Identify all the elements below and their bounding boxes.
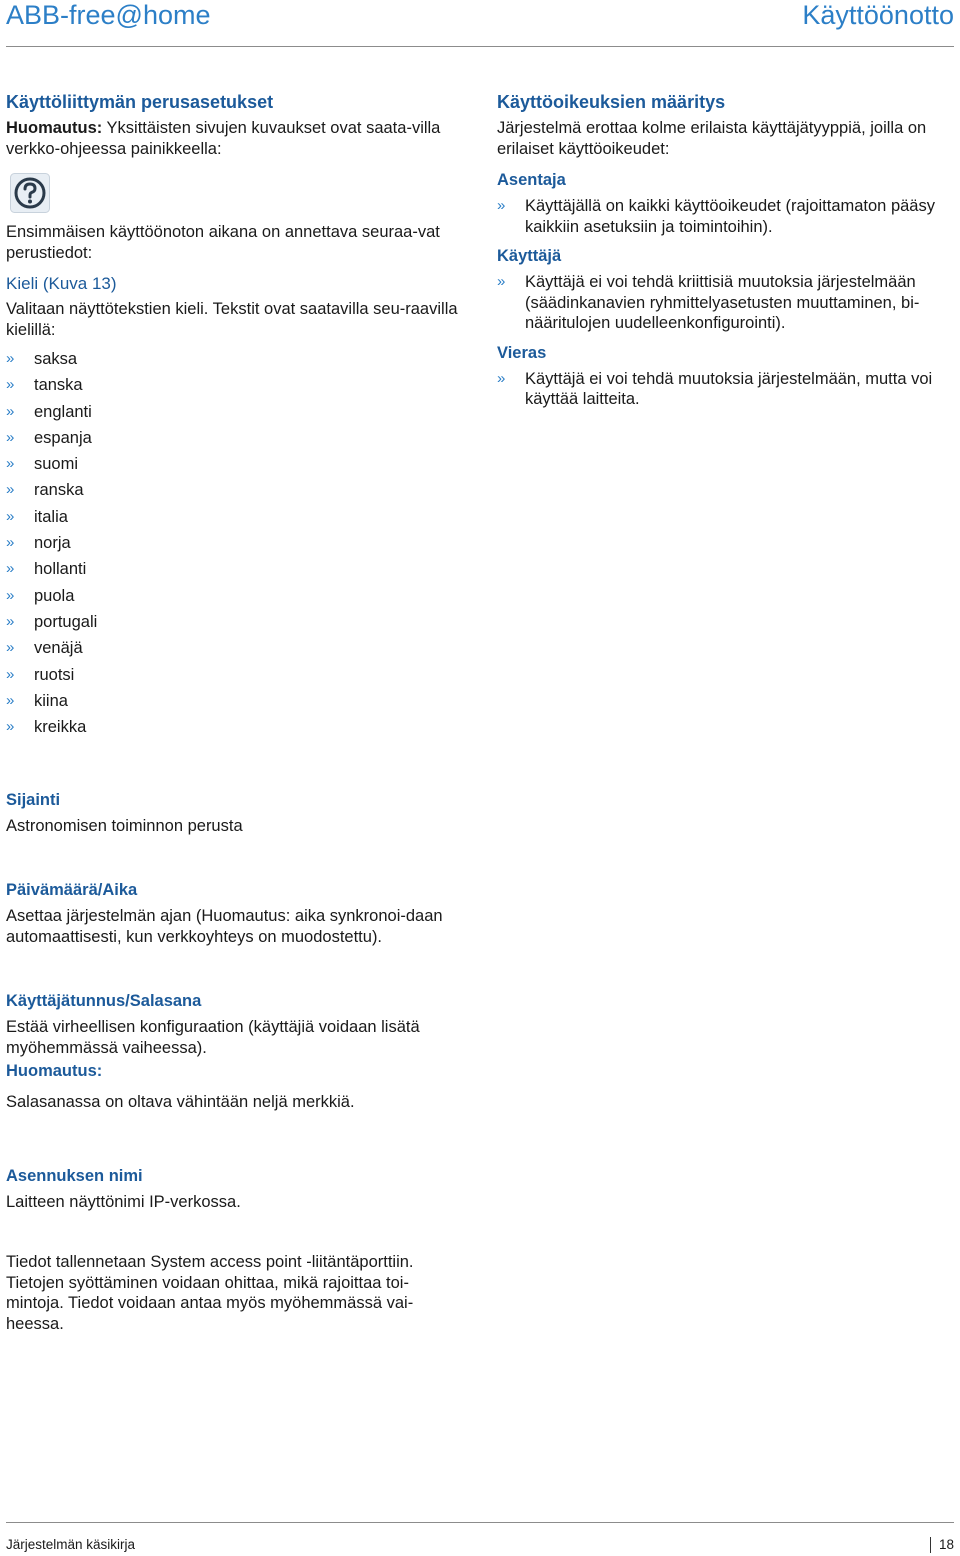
language-label: kiina	[34, 691, 68, 710]
language-title: Kieli (Kuva 13)	[6, 274, 117, 293]
language-item	[6, 372, 476, 398]
bullet-chevron-icon: »	[6, 639, 15, 657]
note-text: Yksittäisten sivujen kuvaukset ovat saata-villa verkko-ohjeessa painikkeella:	[6, 119, 441, 158]
language-item	[6, 556, 476, 582]
credentials-title: Käyttäjätunnus/Salasana	[6, 992, 202, 1010]
bullet-chevron-icon: »	[6, 350, 15, 367]
section-title-permissions: Käyttöoikeuksien määritys	[497, 92, 726, 112]
language-item	[6, 504, 476, 530]
credentials-note-text: Salasanassa on oltava vähintään neljä merkkiä.	[6, 1093, 355, 1111]
footer-divider	[6, 1522, 954, 1523]
location-text: Astronomisen toiminnon perusta	[6, 817, 243, 835]
role-title: Asentaja	[497, 171, 566, 189]
role-description	[497, 196, 954, 237]
intro-text: Ensimmäisen käyttöönoton aikana on annettava seuraa-vat perustiedot:	[6, 223, 440, 262]
role-description	[497, 272, 954, 334]
role-description	[497, 369, 954, 410]
brand-title: ABB-free@home	[6, 0, 211, 30]
bullet-chevron-icon: »	[6, 481, 15, 499]
language-label: italia	[34, 507, 68, 526]
permissions-intro: Järjestelmä erottaa kolme erilaista käyttäjätyyppiä, joilla on erilaiset käyttöoikeudet:	[497, 119, 927, 158]
chapter-title: Käyttöönotto	[802, 0, 954, 30]
language-label: saksa	[34, 350, 78, 368]
page-header	[6, 0, 954, 47]
language-item	[6, 714, 476, 740]
datetime-block	[6, 879, 476, 947]
language-label: puola	[34, 586, 75, 605]
bullet-chevron-icon: »	[6, 455, 15, 473]
role-description-text: Käyttäjä ei voi tehdä kriittisiä muutoksia järjestelmään (säädinkanavien ryhmittelyasetusten muuttaminen, bi-nääritulojen uudelleenkonfigurointi).	[525, 273, 920, 332]
storage-block	[6, 1252, 451, 1334]
language-label: tanska	[34, 376, 83, 395]
role-list	[497, 169, 954, 410]
help-note	[6, 118, 476, 159]
section-title-basic-settings: Käyttöliittymän perusasetukset	[6, 92, 274, 112]
bullet-chevron-icon: »	[6, 507, 15, 525]
right-column	[497, 90, 954, 410]
install-name-title: Asennuksen nimi	[6, 1167, 143, 1185]
language-label: hollanti	[34, 560, 87, 579]
language-item	[6, 530, 476, 556]
language-label: englanti	[34, 402, 92, 421]
language-label: norja	[34, 534, 71, 553]
language-item	[6, 583, 476, 609]
language-item	[6, 451, 476, 477]
bullet-chevron-icon: »	[497, 369, 506, 387]
language-item	[6, 662, 476, 688]
datetime-text: Asettaa järjestelmän ajan (Huomautus: aika synkronoi-daan automaattisesti, kun verkkoyhteys on muodostettu).	[6, 907, 443, 946]
bullet-chevron-icon: »	[6, 718, 15, 736]
language-item	[6, 477, 476, 503]
credentials-text: Estää virheellisen konfiguraation (käyttäjiä voidaan lisätä myöhemmässä vaiheessa).	[6, 1018, 420, 1057]
bullet-chevron-icon: »	[6, 612, 15, 630]
install-name-text: Laitteen näyttönimi IP-verkossa.	[6, 1193, 241, 1211]
language-item	[6, 688, 476, 714]
language-label: kreikka	[34, 718, 87, 737]
note-label: Huomautus:	[6, 119, 103, 137]
language-item	[6, 399, 476, 425]
bullet-chevron-icon: »	[497, 197, 506, 214]
language-item	[6, 609, 476, 635]
bullet-chevron-icon: »	[6, 428, 15, 446]
language-label: espanja	[34, 428, 92, 447]
language-list	[6, 346, 476, 740]
bullet-chevron-icon: »	[6, 665, 15, 683]
bullet-chevron-icon: »	[6, 376, 15, 394]
role-description-text: Käyttäjä ei voi tehdä muutoksia järjestelmään, mutta voi käyttää laitteita.	[525, 369, 933, 408]
bullet-chevron-icon: »	[497, 273, 506, 290]
language-label: portugali	[34, 612, 98, 631]
datetime-title: Päivämäärä/Aika	[6, 881, 138, 899]
role-title: Käyttäjä	[497, 247, 562, 265]
bullet-chevron-icon: »	[6, 402, 15, 420]
credentials-block	[6, 990, 476, 1113]
role-title: Vieras	[497, 343, 547, 362]
language-item	[6, 346, 476, 372]
language-text: Valitaan näyttötekstien kieli. Tekstit ovat saatavilla seu-raavilla kielillä:	[6, 300, 458, 339]
language-item	[6, 635, 476, 661]
role-description-text: Käyttäjällä on kaikki käyttöoikeudet (rajoittamaton pääsy kaikkiin asetuksiin ja toimintoihin).	[525, 197, 935, 236]
location-title: Sijainti	[6, 791, 61, 809]
bullet-chevron-icon: »	[6, 691, 15, 709]
bullet-chevron-icon: »	[6, 586, 15, 604]
language-label: venäjä	[34, 639, 83, 658]
footer-doc-title: Järjestelmän käsikirja	[6, 1537, 136, 1552]
language-item	[6, 425, 476, 451]
page-number: 18	[930, 1537, 954, 1553]
question-mark-icon	[10, 173, 50, 213]
left-column	[6, 90, 476, 740]
language-label: ranska	[34, 481, 84, 500]
language-label: ruotsi	[34, 665, 75, 684]
bullet-chevron-icon: »	[6, 534, 15, 552]
storage-text: Tiedot tallennetaan System access point -liitäntäporttiin. Tietojen syöttäminen voidaan ohittaa, mikä rajoittaa toi-mintoja. Tiedot voidaan antaa myös myöhemmässä vai-heessa.	[6, 1253, 414, 1333]
credentials-note-label: Huomautus:	[6, 1062, 103, 1080]
language-label: suomi	[34, 455, 79, 474]
install-name-block	[6, 1165, 476, 1213]
location-block	[6, 789, 476, 837]
bullet-chevron-icon: »	[6, 560, 15, 578]
